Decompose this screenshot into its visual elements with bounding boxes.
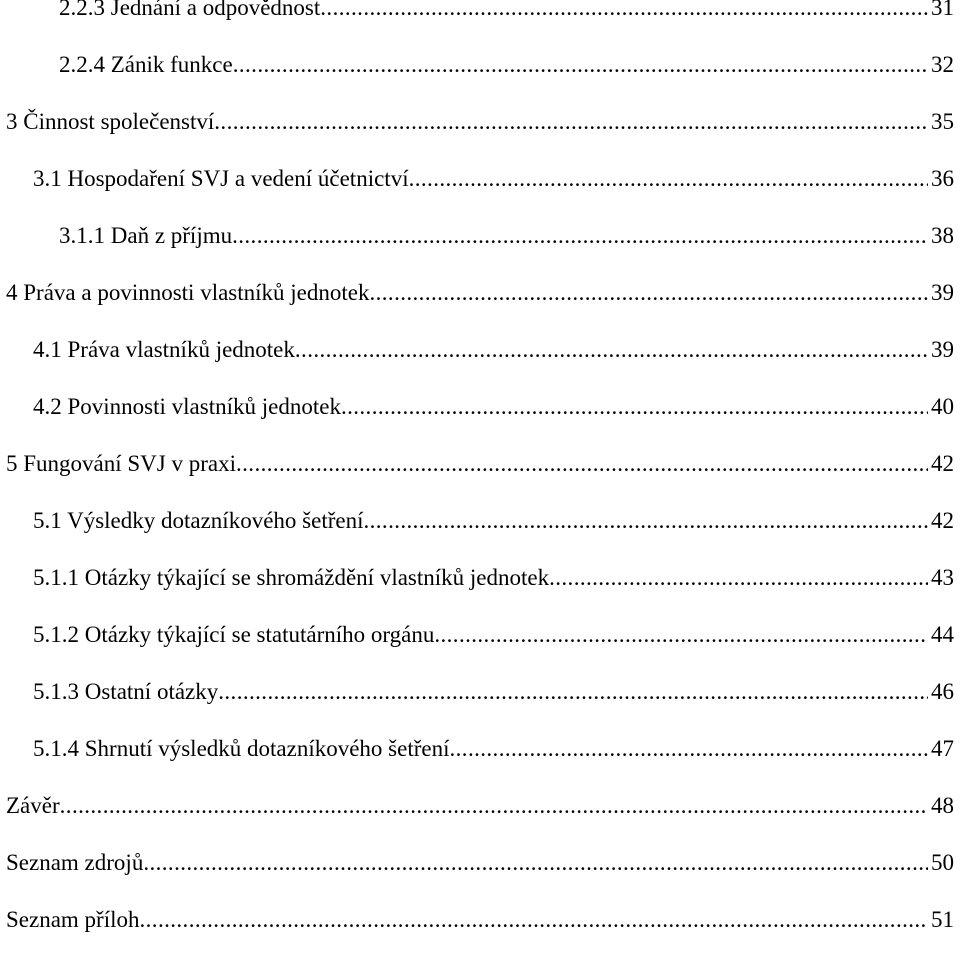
toc-page-number: 39 bbox=[931, 280, 954, 305]
toc-entry-title: Závěr bbox=[6, 793, 60, 818]
toc-entry[interactable] bbox=[33, 564, 954, 604]
toc-entry-title: Shrnutí výsledků dotazníkového šetření bbox=[84, 736, 450, 761]
toc-page-number: 43 bbox=[931, 565, 954, 590]
toc-page-number: 46 bbox=[931, 679, 954, 704]
toc-page-number: 42 bbox=[931, 508, 954, 533]
toc-entry-title: Ostatní otázky bbox=[84, 679, 219, 704]
toc-page-number: 32 bbox=[931, 52, 954, 77]
toc-page-number: 39 bbox=[931, 337, 954, 362]
toc-entry[interactable] bbox=[33, 165, 954, 205]
toc-entry-title: Hospodaření SVJ a vedení účetnictví bbox=[67, 166, 409, 191]
toc-page-number: 31 bbox=[931, 0, 954, 20]
toc-entry-title: Seznam zdrojů bbox=[6, 850, 144, 875]
toc-entry[interactable] bbox=[6, 279, 954, 319]
toc-entry-number: 3.1.1 bbox=[59, 223, 105, 248]
toc-page-number: 51 bbox=[931, 907, 954, 932]
toc-page-number: 42 bbox=[931, 451, 954, 476]
toc-leader-dots bbox=[320, 0, 928, 22]
toc-entry-label bbox=[33, 564, 549, 592]
toc-entry[interactable] bbox=[6, 450, 954, 490]
toc-leader-dots bbox=[140, 906, 929, 934]
toc-entry-number: 5 bbox=[6, 451, 18, 476]
toc-page-number: 47 bbox=[931, 736, 954, 761]
toc-entry-label bbox=[6, 906, 140, 934]
toc-entry-title: Práva vlastníků jednotek bbox=[67, 337, 295, 362]
toc-entry-number: 2.2.4 bbox=[59, 52, 105, 77]
toc-entry-label bbox=[6, 108, 214, 136]
toc-entry[interactable] bbox=[33, 336, 954, 376]
toc-entry-label bbox=[33, 336, 295, 364]
toc-page-number: 48 bbox=[931, 793, 954, 818]
toc-entry-label bbox=[33, 621, 434, 649]
toc-entry-label bbox=[33, 678, 218, 706]
toc-leader-dots bbox=[549, 564, 928, 592]
toc-entry[interactable] bbox=[6, 108, 954, 148]
toc-entry-number: 3.1 bbox=[33, 166, 62, 191]
toc-entry-number: 5.1 bbox=[33, 508, 62, 533]
toc-entry-title: Seznam příloh bbox=[6, 907, 140, 932]
toc-entry-title: Otázky týkající se statutárního orgánu bbox=[84, 622, 435, 647]
toc-leader-dots bbox=[60, 792, 928, 820]
toc-entry-title: Výsledky dotazníkového šetření bbox=[67, 508, 364, 533]
toc-leader-dots bbox=[295, 336, 928, 364]
toc-entry[interactable] bbox=[33, 393, 954, 433]
toc-entry[interactable] bbox=[6, 792, 954, 832]
toc-entry-title: Činnost společenství bbox=[23, 109, 215, 134]
toc-page-number: 36 bbox=[931, 166, 954, 191]
toc-leader-dots bbox=[341, 393, 928, 421]
toc-entry-title: Otázky týkající se shromáždění vlastníků jednotek bbox=[84, 565, 550, 590]
toc-entry-title: Daň z příjmu bbox=[110, 223, 233, 248]
toc-entry[interactable] bbox=[6, 906, 954, 946]
toc-entry[interactable] bbox=[33, 507, 954, 547]
toc-entry-label bbox=[59, 0, 320, 22]
toc-entry-label bbox=[33, 507, 363, 535]
toc-entry-number: 2.2.3 bbox=[59, 0, 105, 20]
toc-entry-label bbox=[33, 393, 341, 421]
toc-entry-label bbox=[59, 51, 233, 79]
toc-entry-label bbox=[59, 222, 232, 250]
toc-entry[interactable] bbox=[59, 51, 954, 91]
toc-leader-dots bbox=[434, 621, 928, 649]
toc-page-number: 35 bbox=[931, 109, 954, 134]
toc-leader-dots bbox=[369, 279, 928, 307]
toc-entry-title: Jednání a odpovědnost bbox=[110, 0, 321, 20]
toc-page-number: 40 bbox=[931, 394, 954, 419]
toc-entry-title: Zánik funkce bbox=[110, 52, 233, 77]
toc-page-number: 38 bbox=[931, 223, 954, 248]
toc-leader-dots bbox=[214, 108, 928, 136]
toc-entry-label bbox=[6, 279, 369, 307]
toc-entry[interactable] bbox=[59, 0, 954, 34]
toc-entry-title: Povinnosti vlastníků jednotek bbox=[67, 394, 341, 419]
toc-entry-number: 3 bbox=[6, 109, 18, 134]
toc-leader-dots bbox=[363, 507, 928, 535]
toc-entry-number: 4 bbox=[6, 280, 18, 305]
toc-entry[interactable] bbox=[59, 222, 954, 262]
toc-entry[interactable] bbox=[33, 678, 954, 718]
toc-entry-label bbox=[6, 450, 236, 478]
toc-leader-dots bbox=[236, 450, 928, 478]
toc-entry-number: 4.1 bbox=[33, 337, 62, 362]
toc-leader-dots bbox=[233, 51, 928, 79]
toc-page-number: 50 bbox=[931, 850, 954, 875]
toc-entry-label bbox=[33, 165, 409, 193]
toc-leader-dots bbox=[232, 222, 928, 250]
toc-entry-number: 4.2 bbox=[33, 394, 62, 419]
toc-entry-title: Práva a povinnosti vlastníků jednotek bbox=[23, 280, 370, 305]
toc-entry[interactable] bbox=[6, 849, 954, 889]
toc-leader-dots bbox=[143, 849, 928, 877]
toc-entry[interactable] bbox=[33, 735, 954, 775]
toc-entry-title: Fungování SVJ v praxi bbox=[23, 451, 236, 476]
toc-entry-number: 5.1.2 bbox=[33, 622, 79, 647]
toc-leader-dots bbox=[450, 735, 929, 763]
toc-entry-number: 5.1.1 bbox=[33, 565, 79, 590]
toc-entry-label bbox=[33, 735, 450, 763]
toc-entry[interactable] bbox=[33, 621, 954, 661]
toc-leader-dots bbox=[409, 165, 928, 193]
toc-page-number: 44 bbox=[931, 622, 954, 647]
toc-leader-dots bbox=[218, 678, 928, 706]
toc-entry-label bbox=[6, 792, 60, 820]
toc-entry-number: 5.1.3 bbox=[33, 679, 79, 704]
toc-entry-label bbox=[6, 849, 143, 877]
toc-entry-number: 5.1.4 bbox=[33, 736, 79, 761]
